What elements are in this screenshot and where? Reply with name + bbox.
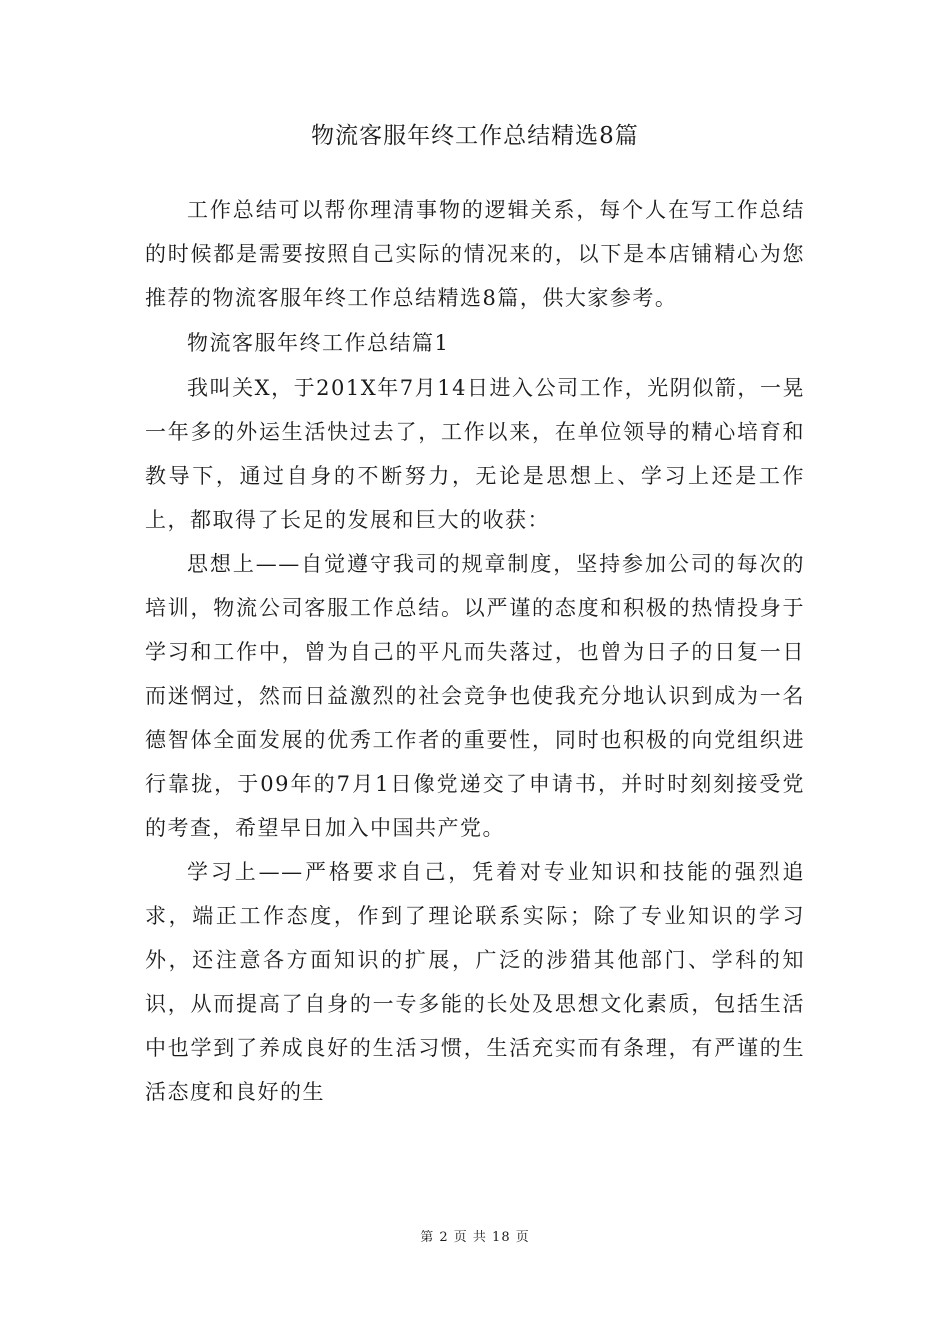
document-title: 物流客服年终工作总结精选8篇 — [311, 123, 639, 149]
page-footer: 第 2 页 共 18 页 — [420, 1230, 530, 1245]
intro-paragraph: 工作总结可以帮你理清事物的逻辑关系，每个人在写工作总结的时候都是需要按照自己实际的情况来的，以下是本店铺精心为您推荐的物流客服年终工作总结精选8篇，供大家参考。 — [145, 198, 805, 310]
body-paragraph: 思想上——自觉遵守我司的规章制度，坚持参加公司的每次的培训，物流公司客服工作总结。以严谨的态度和积极的热情投身于学习和工作中，曾为自己的平凡而失落过，也曾为日子的日复一日而迷惘过，然而日益激烈的社会竞争也使我充分地认识到成为一名德智体全面发展的优秀工作者的重要性，同时也积极的向党组织进行靠拢，于09年的7月1日像党递交了申请书，并时时刻刻接受党的考查，希望早日加入中国共产党。 — [145, 552, 805, 840]
document-body — [145, 188, 805, 1114]
body-paragraph: 我叫关X，于201X年7月14日进入公司工作，光阴似箭，一晃一年多的外运生活快过去了，工作以来，在单位领导的精心培育和教导下，通过自身的不断努力，无论是思想上、学习上还是工作上，都取得了长足的发展和巨大的收获： — [145, 376, 805, 532]
section-heading: 物流客服年终工作总结篇1 — [187, 331, 450, 355]
body-paragraph: 学习上——严格要求自己，凭着对专业知识和技能的强烈追求，端正工作态度，作到了理论联系实际；除了专业知识的学习外，还注意各方面知识的扩展，广泛的涉猎其他部门、学科的知识，从而提高了自身的一专多能的长处及思想文化素质，包括生活中也学到了养成良好的生活习惯，生活充实而有条理，有严谨的生活态度和良好的生 — [145, 860, 805, 1104]
